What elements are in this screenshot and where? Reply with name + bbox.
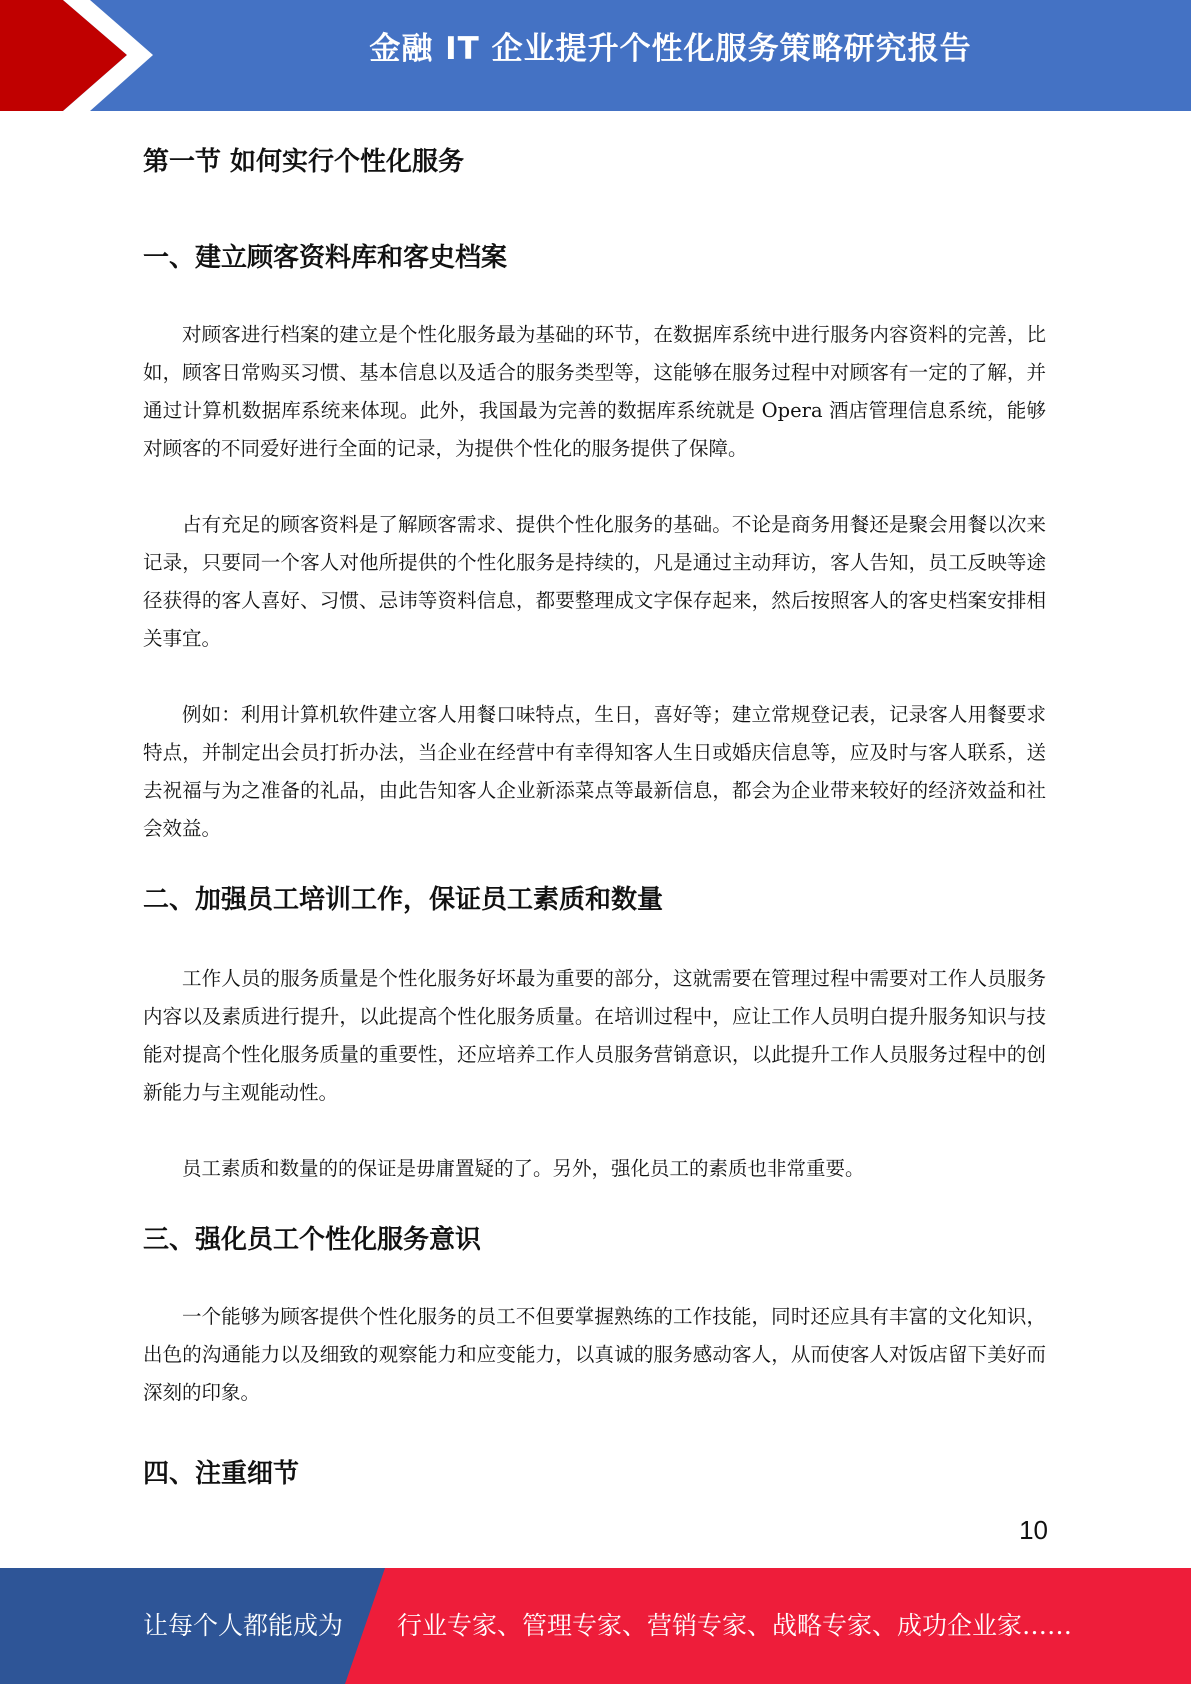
heading-3: 三、强化员工个性化服务意识	[143, 1225, 482, 1255]
report-title: 金融 IT 企业提升个性化服务策略研究报告	[369, 31, 972, 67]
header-chevron-decoration	[0, 0, 160, 111]
page-header	[0, 0, 1191, 111]
page-footer	[0, 1568, 1191, 1684]
paragraph: 对顾客进行档案的建立是个性化服务最为基础的环节，在数据库系统中进行服务内容资料的完善，比如，顾客日常购买习惯、基本信息以及适合的服务类型等，这能够在服务过程中对顾客有一定的了解，并通过计算机数据库系统来体现。此外，我国最为完善的数据库系统就是 Opera 酒店管理信息系统，能够对顾客的不同爱好进行全面的记录，为提供个性化的服务提供了保障。	[143, 323, 1046, 460]
footer-slogan-right: 行业专家、管理专家、营销专家、战略专家、成功企业家……	[397, 1611, 1073, 1640]
paragraph: 占有充足的顾客资料是了解顾客需求、提供个性化服务的基础。不论是商务用餐还是聚会用餐以次来记录，只要同一个客人对他所提供的个性化服务是持续的，凡是通过主动拜访，客人告知，员工反映等途径获得的客人喜好、习惯、忌讳等资料信息，都要整理成文字保存起来，然后按照客人的客史档案安排相关事宜。	[143, 513, 1046, 650]
heading-1: 一、建立顾客资料库和客史档案	[143, 243, 508, 273]
section-title: 第一节 如何实行个性化服务	[143, 147, 465, 177]
heading-2: 二、加强员工培训工作，保证员工素质和数量	[143, 885, 664, 915]
paragraph: 例如：利用计算机软件建立客人用餐口味特点，生日，喜好等；建立常规登记表，记录客人用餐要求特点，并制定出会员打折办法，当企业在经营中有幸得知客人生日或婚庆信息等，应及时与客人联系，送去祝福与为之准备的礼品，由此告知客人企业新添菜点等最新信息，都会为企业带来较好的经济效益和社会效益。	[143, 703, 1046, 840]
footer-slogan-left: 让每个人都能成为	[143, 1611, 344, 1640]
document-body	[143, 120, 1046, 1504]
page-number: 10	[1019, 1515, 1048, 1545]
heading-4: 四、注重细节	[143, 1459, 300, 1489]
paragraph: 员工素质和数量的的保证是毋庸置疑的了。另外，强化员工的素质也非常重要。	[182, 1157, 865, 1180]
paragraph: 一个能够为顾客提供个性化服务的员工不但要掌握熟练的工作技能，同时还应具有丰富的文化知识，出色的沟通能力以及细致的观察能力和应变能力，以真诚的服务感动客人，从而使客人对饭店留下美好而深刻的印象。	[143, 1305, 1046, 1404]
paragraph: 工作人员的服务质量是个性化服务好坏最为重要的部分，这就需要在管理过程中需要对工作人员服务内容以及素质进行提升，以此提高个性化服务质量。在培训过程中，应让工作人员明白提升服务知识与技能对提高个性化服务质量的重要性，还应培养工作人员服务营销意识，以此提升工作人员服务过程中的创新能力与主观能动性。	[143, 967, 1046, 1104]
